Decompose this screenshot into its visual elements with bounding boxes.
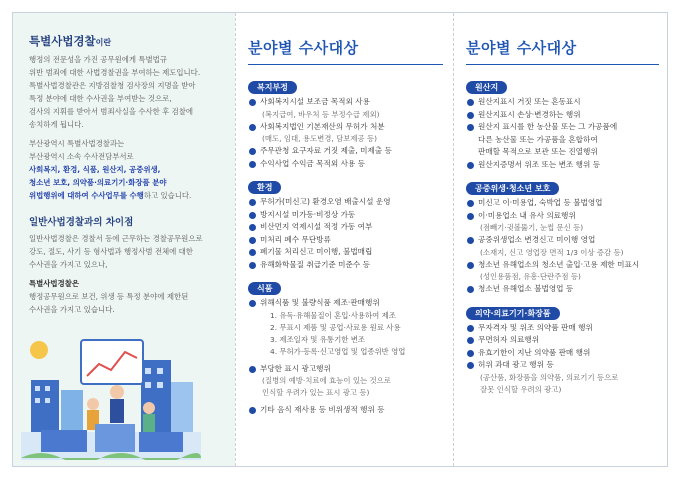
list-item: 청소년 유해업소의 청소년 출입·고용 제한 미표시 bbox=[466, 259, 659, 272]
special-police-paragraph: 특별사법경찰은 행정공무원으로 보건, 위생 등 특정 분야에 제한된 수사권을 가지고 있습니다. bbox=[29, 279, 189, 314]
team-illustration bbox=[21, 320, 201, 460]
intro-paragraph: 행정의 전문성을 가진 공무원에게 특별법규 위반 범죄에 대한 사법경찰권을 부여하는 제도입니다. 특별사법경찰관은 지방검찰청 검사장의 지명을 받아 특정 분야에 대한 수사권을 부여받는 것으로, 검사의 지휘를 받아서 범죄사실을 수사한 후 검찰에 송치하게 됩니다. bbox=[29, 55, 201, 129]
category-welfare: 복지부정 bbox=[248, 81, 297, 94]
busan-paragraph: 부산광역시 특별사법경찰과는 부산광역시 소속 수사전담부서로 사회복지, 환경, 식품, 원산지, 공중위생, 청소년 보호, 의약품·의료기기·화장품 분야 위법행위에 대하여 수사업무를 수행하고 있습니다. bbox=[29, 139, 192, 200]
category-hygiene-youth: 공중위생·청소년 보호 bbox=[466, 182, 559, 195]
list-item: 사회복지법인 기본재산의 무허가 처분 bbox=[248, 121, 443, 134]
list-item: 사회복지시설 보조금 목적외 사용 bbox=[248, 96, 443, 109]
category-origin: 원산지 bbox=[466, 81, 507, 94]
investigation-targets-right bbox=[453, 13, 667, 466]
intro-panel bbox=[13, 13, 235, 466]
list-item: 미처리 폐수 무단방류 bbox=[248, 234, 443, 247]
list-note: (성인용품점, 유흥·단란주점 등) bbox=[480, 272, 581, 281]
list-item: 원산지 표시를 한 농산물 또는 그 가공품에 다른 농산물 또는 가공품을 혼합하여 판매할 목적으로 보관 또는 진열행위 bbox=[466, 121, 659, 159]
category-pharma: 의약·의료기기·화장품 bbox=[466, 307, 560, 320]
category-environment: 환경 bbox=[248, 181, 281, 194]
section-title: 분야별 수사대상 bbox=[466, 37, 659, 65]
list-item: 허위 과대 광고 행위 등 bbox=[466, 359, 659, 372]
list-item: 부당한 표시 광고행위 bbox=[248, 363, 443, 376]
list-subitem: 4. 무허가·등록·신고영업 및 업종위반 영업 bbox=[270, 346, 406, 356]
busan-fields-highlight: 사회복지, 환경, 식품, 원산지, 공중위생, 청소년 보호, 의약품·의료기기·화장품 분야 위법행위에 대하여 수사업무를 수행 bbox=[29, 165, 167, 200]
list-note: (질병의 예방·치료에 효능이 있는 것으로 인식할 우려가 있는 표시 광고 등) bbox=[262, 376, 391, 397]
list-item: 무면허자 의료행위 bbox=[466, 334, 659, 347]
list-item: 유해화학물질 취급기준 미준수 등 bbox=[248, 259, 443, 272]
list-item: 원산지표시 거짓 또는 혼동표시 bbox=[466, 96, 659, 109]
list-item: 유효기한이 지난 의약품 판매 행위 bbox=[466, 347, 659, 360]
list-item: 수익사업 수익금 목적외 사용 등 bbox=[248, 158, 443, 171]
section-title: 분야별 수사대상 bbox=[248, 37, 443, 65]
list-subitem: 3. 제조일자 및 유통기한 변조 bbox=[270, 334, 365, 344]
list-subitem: 2. 무표시 제품 및 공업·사료용 원료 사용 bbox=[270, 322, 401, 332]
list-item: 무자격자 및 위조 의약품 판매 행위 bbox=[466, 322, 659, 335]
difference-heading: 일반사법경찰과의 차이점 bbox=[29, 217, 134, 228]
list-item: 미신고 이·미용업, 숙박업 등 불법영업 bbox=[466, 197, 659, 210]
list-item: 공중위생업소 변경신고 미이행 영업 bbox=[466, 234, 659, 247]
list-item: 원산지증명서 위조 또는 변조 행위 등 bbox=[466, 159, 659, 172]
list-note: (소재지, 신고 영업장 면적 1/3 이상 증감 등) bbox=[480, 247, 624, 257]
list-item: 기타 음식 재사용 등 비위생적 행위 등 bbox=[248, 404, 443, 417]
intro-title: 특별사법경찰이란 bbox=[29, 34, 112, 48]
list-item: 방지시설 미가동·비정상 가동 bbox=[248, 209, 443, 222]
list-item: 폐기물 처리신고 미이행, 불법매립 bbox=[248, 246, 443, 259]
list-note: (복지급여, 바우처 등 부정수급 제외) bbox=[262, 109, 380, 119]
list-item: 비산먼지 억제시설 적정 가동 여부 bbox=[248, 221, 443, 234]
general-police-paragraph: 일반사법경찰은 경찰서 등에 근무하는 경찰공무원으로 강도, 절도, 사기 등 형사법과 행정사범 전체에 대한 수사권을 가지고 있으나, bbox=[29, 234, 203, 269]
list-item: 청소년 유해업소 불법영업 등 bbox=[466, 283, 659, 296]
brochure-frame bbox=[12, 12, 668, 467]
investigation-targets-left bbox=[235, 13, 453, 466]
list-item: 주무관청 요구자료 거짓 제출, 미제출 등 bbox=[248, 145, 443, 158]
list-note: (점빼기·귓볼뚫기, 눈썹 문신 등) bbox=[480, 223, 584, 232]
list-item: 이·미용업소 내 유사 의료행위 bbox=[466, 210, 659, 223]
category-food: 식품 bbox=[248, 282, 281, 295]
list-item: 원산지표시 손상·변경하는 행위 bbox=[466, 109, 659, 122]
list-note: (공산품, 화장품을 의약품, 의료기기 등으로 잘못 인식할 우려의 광고) bbox=[480, 372, 619, 394]
list-item: 위해식품 및 불량식품 제조·판매행위 bbox=[248, 297, 443, 310]
list-subitem: 1. 유독·유해물질이 혼입·사용하여 제조 bbox=[270, 310, 396, 320]
list-note: (매도, 임대, 용도변경, 담보제공 등) bbox=[262, 134, 378, 143]
list-item: 무허가(미신고) 환경오염 배출시설 운영 bbox=[248, 196, 443, 209]
